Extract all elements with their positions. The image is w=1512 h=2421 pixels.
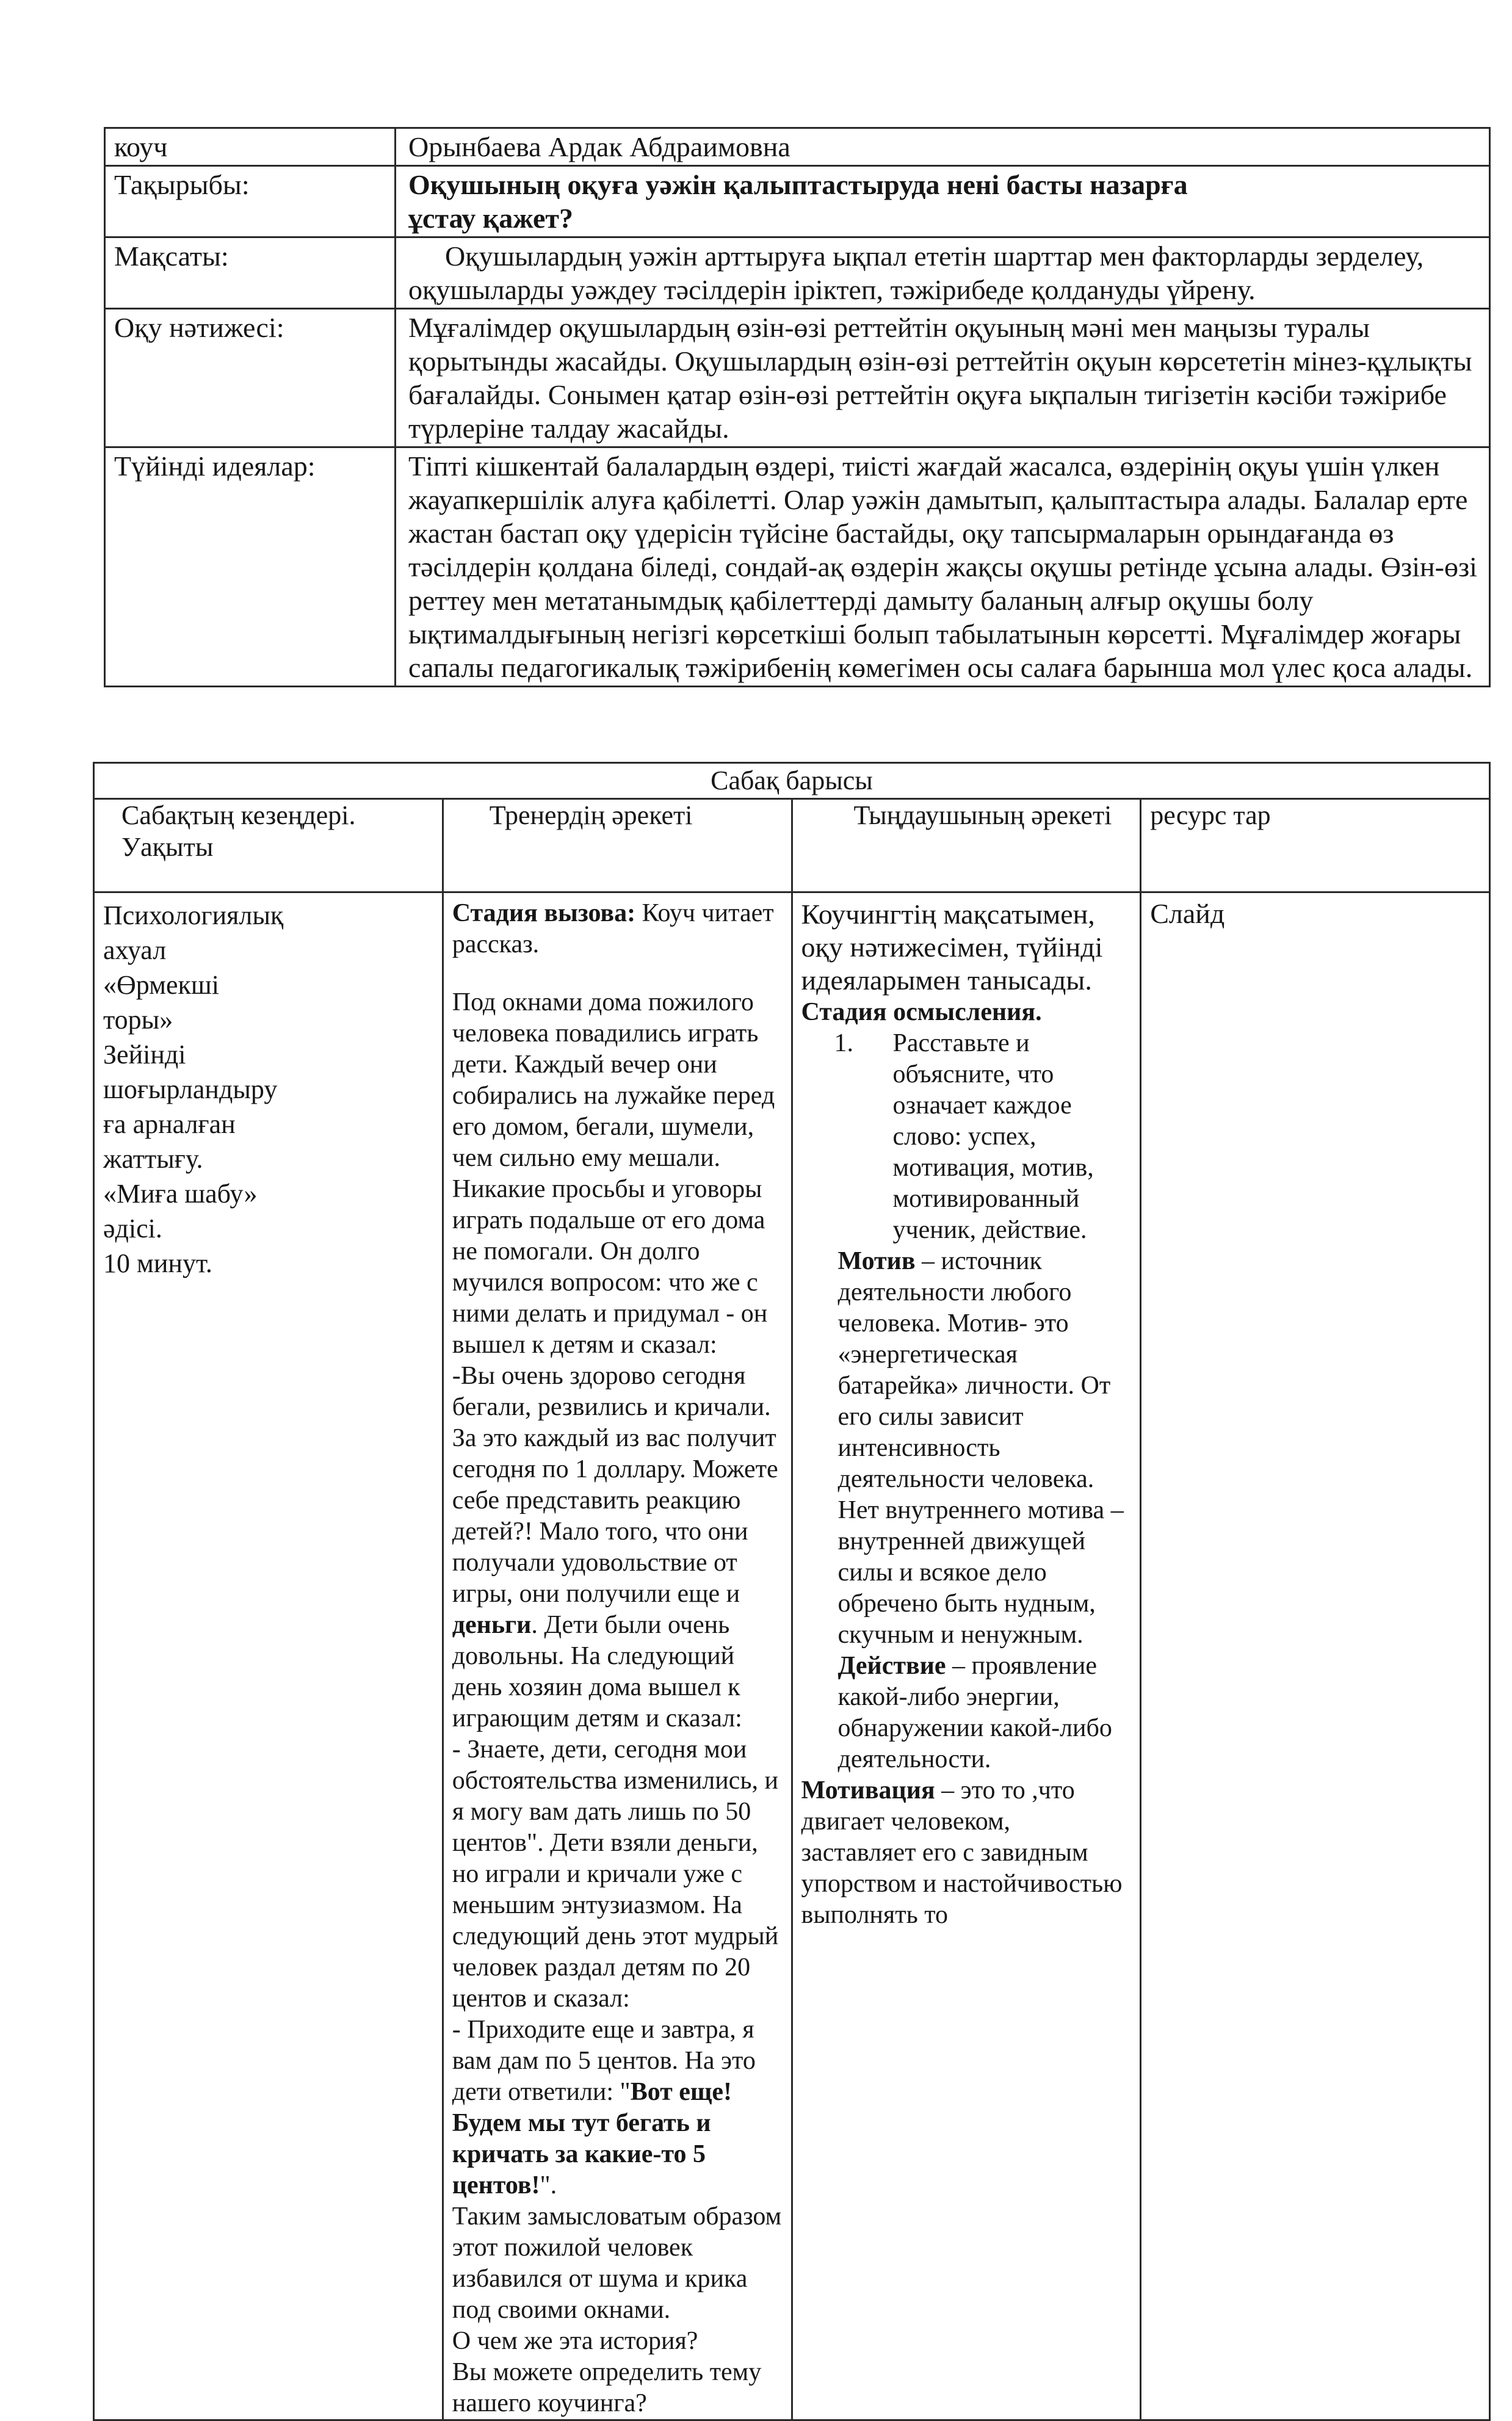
outcome-text: Мұғалімдер оқушылардың өзін-өзі реттейтін оқуының мәні мен маңызы туралы қорытынды жасайды. Оқушылардың өзін-өзі реттейтін оқуын көрсететін мінез-құлықты бағалайды. Сонымен қатар өзін-өзі реттейтін оқуға ықпалын тигізетін кәсіби тәжірибе түрлеріне талдау жасайды. [396, 309, 1490, 447]
story-2-bold: деньги [452, 1611, 532, 1639]
trainer-question-1: О чем же эта история? [452, 2327, 698, 2355]
action-text: – проявление какой-либо энергии, обнаружении какой-либо деятельности. [837, 1652, 1112, 1773]
stage-line: шоғырландыру [103, 1074, 278, 1104]
trainer-stage [452, 898, 783, 960]
stage-line: әдісі. [103, 1214, 162, 1243]
topic-label: Тақырыбы: [105, 166, 396, 237]
motive-definition [801, 1246, 1132, 1651]
topic-line-1: Оқушының оқуға уәжін қалыптастыруда нені басты назарға [408, 169, 1188, 200]
coach-name: Орынбаева Ардак Абдраимовна [396, 128, 1490, 166]
topic-value [396, 166, 1490, 237]
listener-intro: Коучингтің мақсатымен, оқу нәтижесімен, түйінді идеяларымен танысады. [801, 899, 1103, 996]
outcome-row [105, 309, 1490, 447]
story-paragraph-3: - Знаете, дети, сегодня мои обстоятельства изменились, и я могу вам дать лишь по 50 центов". Дети взяли деньги, но играли и кричали уже с меньшим энтузиазмом. На следующий день этот мудрый человек раздал детям по 20 центов и сказал: [452, 1735, 779, 2013]
topic-line-2: ұстау қажет? [408, 203, 574, 234]
stage-line: Зейінді [103, 1040, 186, 1069]
stage-line: «Өрмекші [103, 970, 219, 1000]
list-item [801, 1028, 1132, 1246]
goal-label: Мақсаты: [105, 237, 396, 309]
coach-label: коуч [105, 128, 396, 166]
col-resource-header: ресурс тар [1141, 799, 1490, 892]
listener-stage: Стадия осмысления. [801, 998, 1042, 1026]
coach-row [105, 128, 1490, 166]
ideas-text: Тіпті кішкентай балалардың өздері, тиісті жағдай жасалса, өздерінің оқуы үшін үлкен жауапкершілік алуға қабілетті. Олар уәжін дамытып, қалыптастыра алады. Балалар ерте жастан бастап оқу үдерісін түйсіне бастайды, оқу тапсырмаларын орындағанда өз тәсілдерін қолдана біледі, сондай-ақ өздерін жақсы оқушы ретінде ұсына алады. Өзін-өзі реттеу мен метатанымдық қабілеттерді дамыту баланың алғыр оқушы болу ықтималдығының негізгі көрсеткіші болып табылатынын көрсетті. Мұғалімдер жоғары сапалы педагогикалық тәжірибенің көмегімен осы салаға барынша мол үлес қоса алады. [396, 447, 1490, 687]
topic-row [105, 166, 1490, 237]
trainer-stage-bold: Стадия вызова: [452, 899, 636, 927]
story-4-end: ". [540, 2171, 557, 2199]
lesson-body-row [94, 892, 1490, 2420]
stage-line: «Миға шабу» [103, 1179, 258, 1209]
stage-line: ға арналған [103, 1109, 236, 1139]
stage-line: 10 минут. [103, 1248, 212, 1278]
col-listener-header: Тыңдаушының әрекеті [792, 799, 1141, 892]
lesson-table [93, 762, 1491, 2421]
ideas-label: Түйінді идеялар: [105, 447, 396, 687]
story-paragraph-1: Под окнами дома пожилого человека повадились играть дети. Каждый вечер они собирались на лужайке перед его домом, бегали, шумели, чем сильно ему мешали. Никакие просьбы и уговоры играть подальше от его дома не помогали. Он долго мучился вопросом: что же с ними делать и придумал - он вышел к детям и сказал: [452, 988, 775, 1359]
info-table [104, 127, 1491, 687]
resource-cell [1141, 892, 1490, 2420]
stage-cell [94, 892, 443, 2420]
list-item-text: Расставьте и объясните, что означает каждое слово: успех, мотивация, мотив, мотивированный ученик, действие. [892, 1029, 1094, 1244]
col-trainer-header: Тренердің әрекеті [443, 799, 792, 892]
story-4-text: - Приходите еще и завтра, я вам дам по 5 центов. На это дети ответили: " [452, 2016, 756, 2106]
action-definition [801, 1651, 1132, 1775]
outcome-label: Оқу нәтижесі: [105, 309, 396, 447]
trainer-cell [443, 892, 792, 2420]
resource-value: Слайд [1150, 898, 1225, 929]
story-paragraph-5: Таким замысловатым образом этот пожилой человек избавился от шума и крика под своими окнами. [452, 2202, 782, 2324]
motive-text: – источник деятельности любого человека. Мотив- это «энергетическая батарейка» личности. От его силы зависит интенсивность деятельности человека. Нет внутреннего мотива – внутренней движущей силы и всякое дело обречено быть нудным, скучным и ненужным. [837, 1247, 1124, 1649]
story-paragraph-4 [452, 2014, 783, 2201]
trainer-stage-rest: Коуч читает рассказ. [452, 899, 774, 958]
listener-numbered-list [801, 1028, 1132, 1246]
stage-line: ахуал [103, 935, 167, 965]
story-2-text: -Вы очень здорово сегодня бегали, резвились и кричали. За это каждый из вас получит сегодня по 1 доллару. Можете себе представить реакцию детей?! Мало того, что они получали удовольствие от игры, они получили еще и [452, 1362, 778, 1608]
story-4-bold: Вот еще! Будем мы тут бегать и кричать за какие-то 5 центов! [452, 2078, 732, 2199]
ideas-row [105, 447, 1490, 687]
list-item-number: 1. [834, 1029, 853, 1057]
motivation-term: Мотивация [801, 1776, 935, 1804]
listener-cell [792, 892, 1141, 2420]
lesson-header-row [94, 799, 1490, 892]
motive-term: Мотив [837, 1247, 916, 1275]
col-stages-header: Сабақтың кезеңдері. Уақыты [94, 799, 443, 892]
lesson-title: Сабақ барысы [94, 763, 1490, 799]
goal-text: Оқушылардың уәжін арттыруға ықпал ететін шарттар мен факторларды зерделеу, оқушыларды уәждеу тәсілдерін іріктеп, тәжірибеде қолдануды үйрену. [396, 237, 1490, 309]
lesson-title-row [94, 763, 1490, 799]
stage-line: торы» [103, 1005, 173, 1035]
stage-line: жаттығу. [103, 1144, 203, 1174]
action-term: Действие [837, 1652, 946, 1680]
story-2-end: . Дети были очень довольны. На следующий день хозяин дома вышел к играющим детям и сказал: [452, 1611, 742, 1732]
story-paragraph-2 [452, 1361, 783, 1734]
stage-line: Психологиялық [103, 900, 284, 930]
motivation-definition [801, 1775, 1132, 1931]
motivation-text: – это то ,что двигает человеком, заставляет его с завидным упорством и настойчивостью выполнять то [801, 1776, 1123, 1929]
goal-row [105, 237, 1490, 309]
trainer-question-2: Вы можете определить тему нашего коучинга? [452, 2358, 762, 2417]
